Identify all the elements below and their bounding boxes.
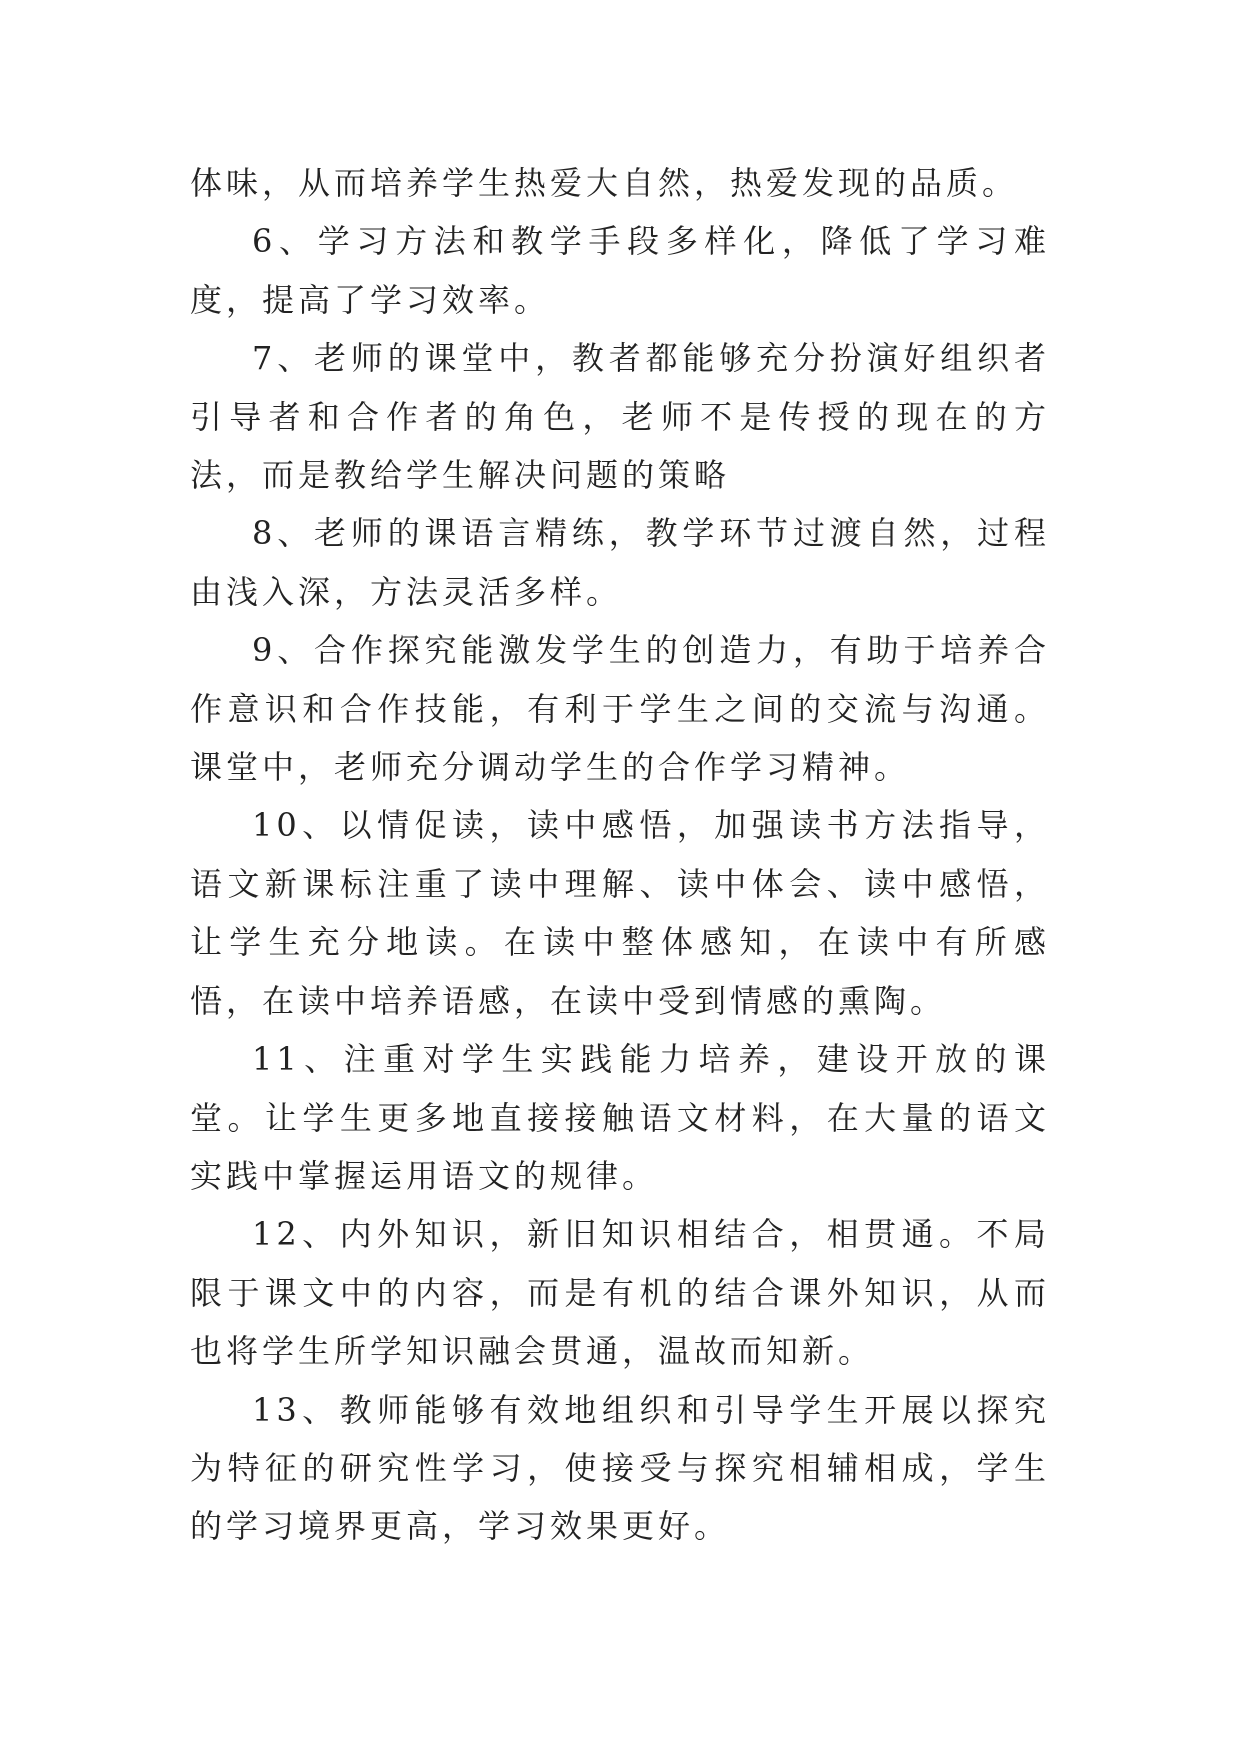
document-body <box>190 154 1050 1556</box>
paragraph-item-7: 7、老师的课堂中，教者都能够充分扮演好组织者引导者和合作者的角色，老师不是传授的现在的方法，而是教给学生解决问题的策略 <box>190 339 1050 495</box>
paragraph-item-10: 10、以情促读，读中感悟，加强读书方法指导，语文新课标注重了读中理解、读中体会、读中感悟，让学生充分地读。在读中整体感知，在读中有所感悟，在读中培养语感，在读中受到情感的熏陶。 <box>190 806 1050 1020</box>
paragraph-item-8: 8、老师的课语言精练，教学环节过渡自然，过程由浅入深，方法灵活多样。 <box>190 514 1050 611</box>
paragraph-item-12: 12、内外知识，新旧知识相结合，相贯通。不局限于课文中的内容，而是有机的结合课外知识，从而也将学生所学知识融会贯通，温故而知新。 <box>190 1215 1050 1371</box>
paragraph-item-9: 9、合作探究能激发学生的创造力，有助于培养合作意识和合作技能，有利于学生之间的交流与沟通。课堂中，老师充分调动学生的合作学习精神。 <box>190 631 1050 787</box>
paragraph-continued: 体味，从而培养学生热爱大自然，热爱发现的品质。 <box>190 164 1019 202</box>
paragraph-item-11: 11、注重对学生实践能力培养，建设开放的课堂。让学生更多地直接接触语文材料，在大量的语文实践中掌握运用语文的规律。 <box>190 1040 1050 1195</box>
paragraph-item-6: 6、学习方法和教学手段多样化，降低了学习难度，提高了学习效率。 <box>190 222 1050 319</box>
paragraph-item-13: 13、教师能够有效地组织和引导学生开展以探究为特征的研究性学习，使接受与探究相辅相成，学生的学习境界更高，学习效果更好。 <box>190 1390 1050 1546</box>
